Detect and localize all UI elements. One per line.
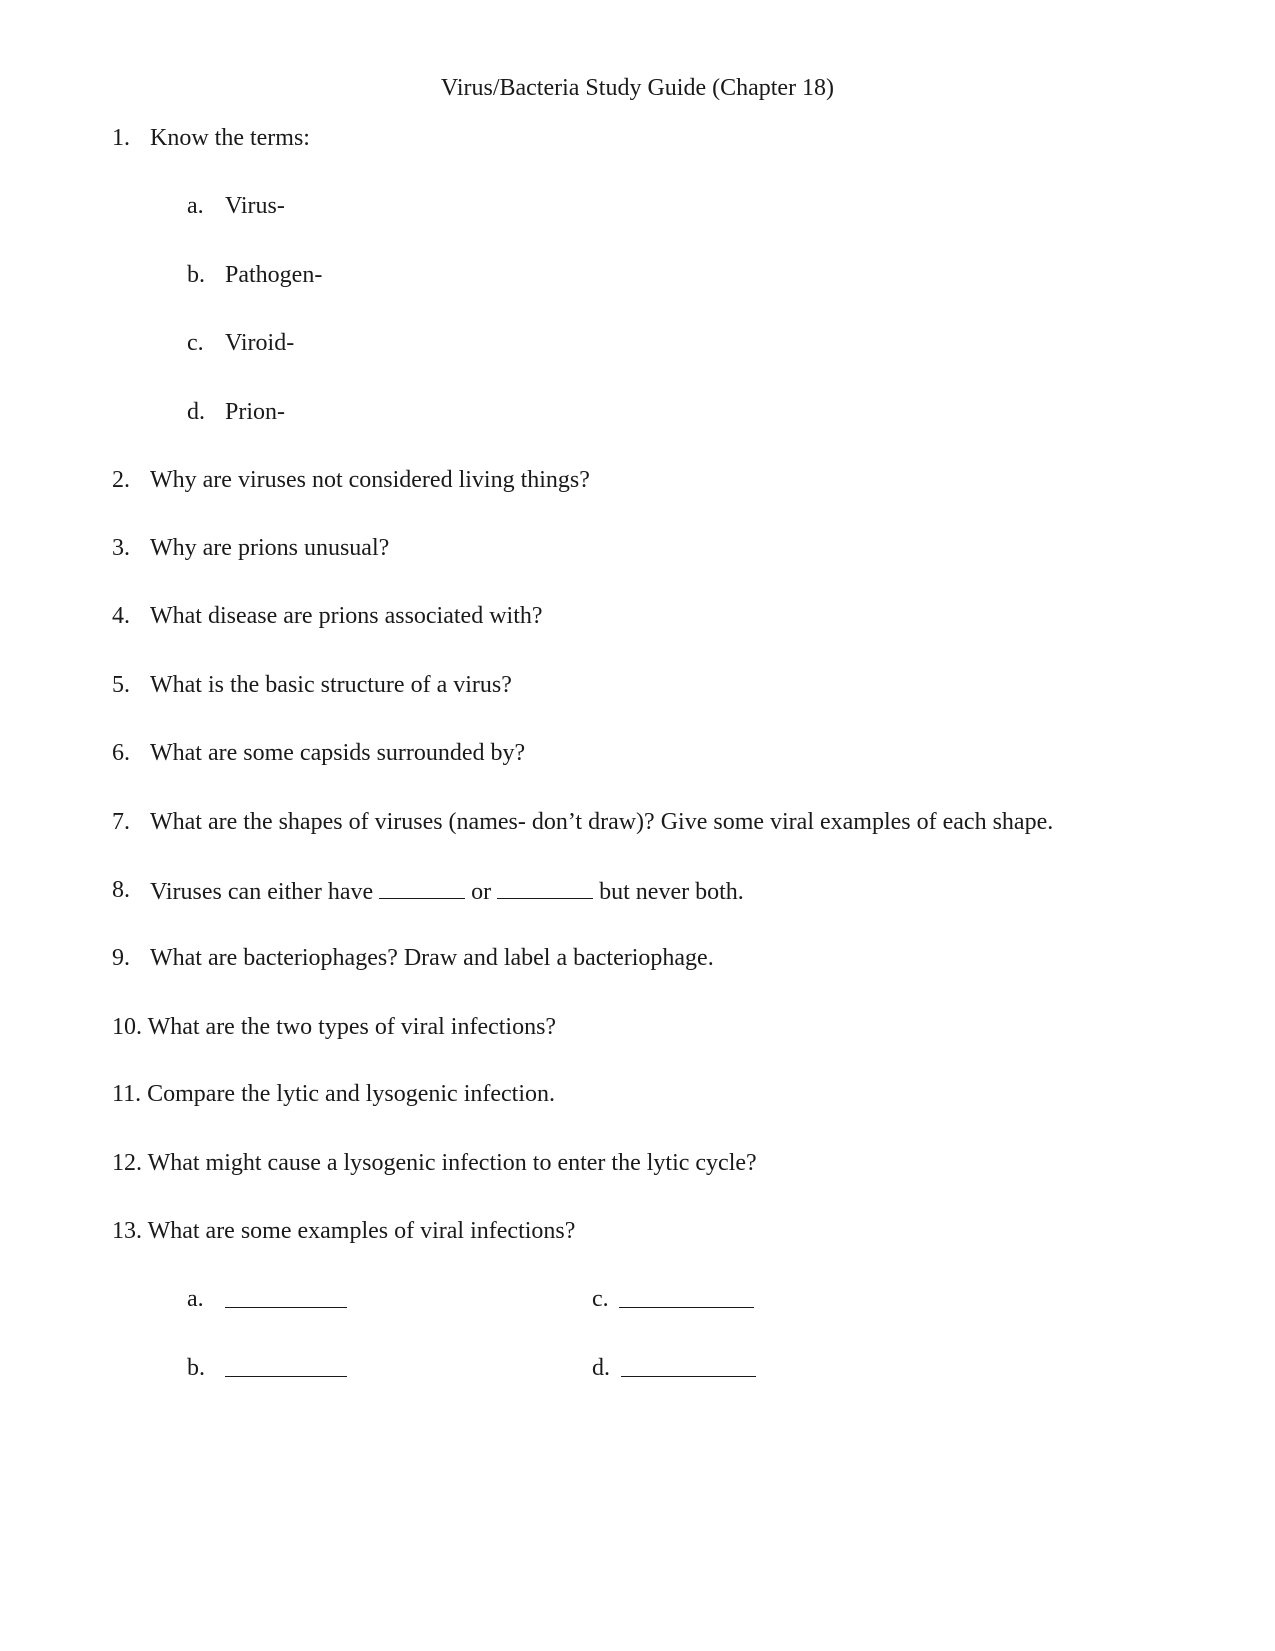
example-letter-d: d.: [592, 1355, 610, 1381]
question-number: 7.: [112, 809, 130, 835]
question-11: 11. Compare the lytic and lysogenic infection.: [112, 1081, 555, 1107]
question-text: What are some capsids surrounded by?: [150, 740, 526, 766]
term-letter: b.: [187, 262, 205, 288]
question-text: What is the basic structure of a virus?: [150, 672, 512, 698]
answer-blank[interactable]: [497, 876, 593, 899]
question-text-part: Viruses can either have: [150, 879, 374, 905]
question-text: Why are prions unusual?: [150, 535, 390, 561]
question-number: 1.: [112, 125, 130, 151]
term-letter: d.: [187, 399, 205, 425]
question-number: 8.: [112, 877, 130, 903]
term-letter: a.: [187, 193, 204, 219]
question-text: Know the terms:: [150, 125, 310, 151]
question-13: 13. What are some examples of viral infections?: [112, 1218, 576, 1244]
answer-blank[interactable]: [379, 876, 465, 899]
term-text: Viroid-: [225, 330, 295, 356]
page-title: Virus/Bacteria Study Guide (Chapter 18): [440, 75, 835, 101]
question-text: Why are viruses not considered living things?: [150, 467, 590, 493]
example-blank-d[interactable]: [621, 1354, 756, 1377]
example-blank-a[interactable]: [225, 1285, 347, 1308]
question-text: What are bacteriophages? Draw and label a bacteriophage.: [150, 945, 714, 971]
question-12: 12. What might cause a lysogenic infection to enter the lytic cycle?: [112, 1150, 757, 1176]
example-letter-c: c.: [592, 1286, 609, 1312]
question-text-part: but never both.: [599, 879, 744, 905]
example-letter-b: b.: [187, 1355, 205, 1381]
question-text: [150, 876, 744, 906]
question-number: 3.: [112, 535, 130, 561]
term-text: Virus-: [225, 193, 285, 219]
example-blank-b[interactable]: [225, 1354, 347, 1377]
example-blank-c[interactable]: [619, 1285, 754, 1308]
example-letter-a: a.: [187, 1286, 204, 1312]
question-number: 4.: [112, 603, 130, 629]
question-number: 6.: [112, 740, 130, 766]
question-text: What are the shapes of viruses (names- don’t draw)? Give some viral examples of each shape.: [150, 809, 1054, 835]
question-number: 9.: [112, 945, 130, 971]
term-letter: c.: [187, 330, 204, 356]
question-number: 2.: [112, 467, 130, 493]
term-text: Prion-: [225, 399, 285, 425]
question-number: 5.: [112, 672, 130, 698]
question-text-part: or: [471, 879, 492, 905]
question-text: What disease are prions associated with?: [150, 603, 543, 629]
term-text: Pathogen-: [225, 262, 323, 288]
question-10: 10. What are the two types of viral infections?: [112, 1014, 557, 1040]
